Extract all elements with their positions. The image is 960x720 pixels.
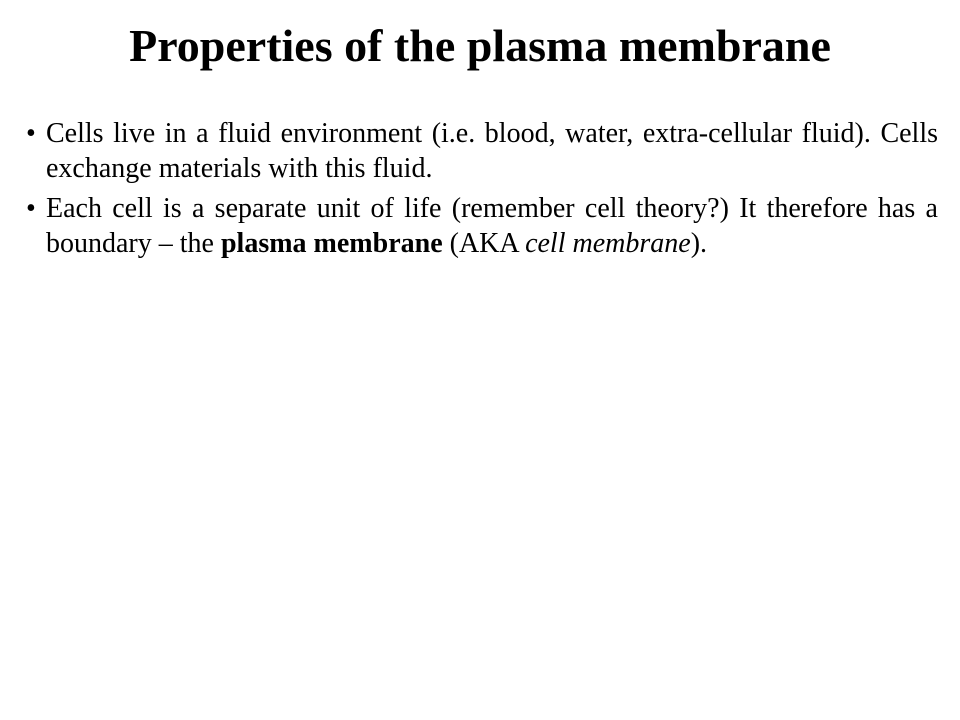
bullet-icon: • [26,193,36,224]
bullet-list [26,116,938,266]
bullet-text-segment: ). [690,228,708,259]
bullet-text-bold-term: plasma membrane [220,228,443,259]
bullet-text-segment: (AKA [442,228,526,259]
bullet-text-segment: Each cell is a separate unit of life (remember cell theory?) It therefore has a boundary – the [46,193,938,259]
bullet-item [26,191,938,261]
bullet-text [46,118,938,184]
bullet-item [26,116,938,186]
bullet-text-segment: Cells live in a fluid environment (i.e. blood, water, extra-cellular fluid). Cells exchange materials with this fluid. [46,118,938,184]
bullet-text [46,193,938,259]
bullet-text-italic-term: cell membrane [525,228,691,259]
slide-title: Properties of the plasma membrane [129,20,831,71]
bullet-icon: • [26,118,36,149]
